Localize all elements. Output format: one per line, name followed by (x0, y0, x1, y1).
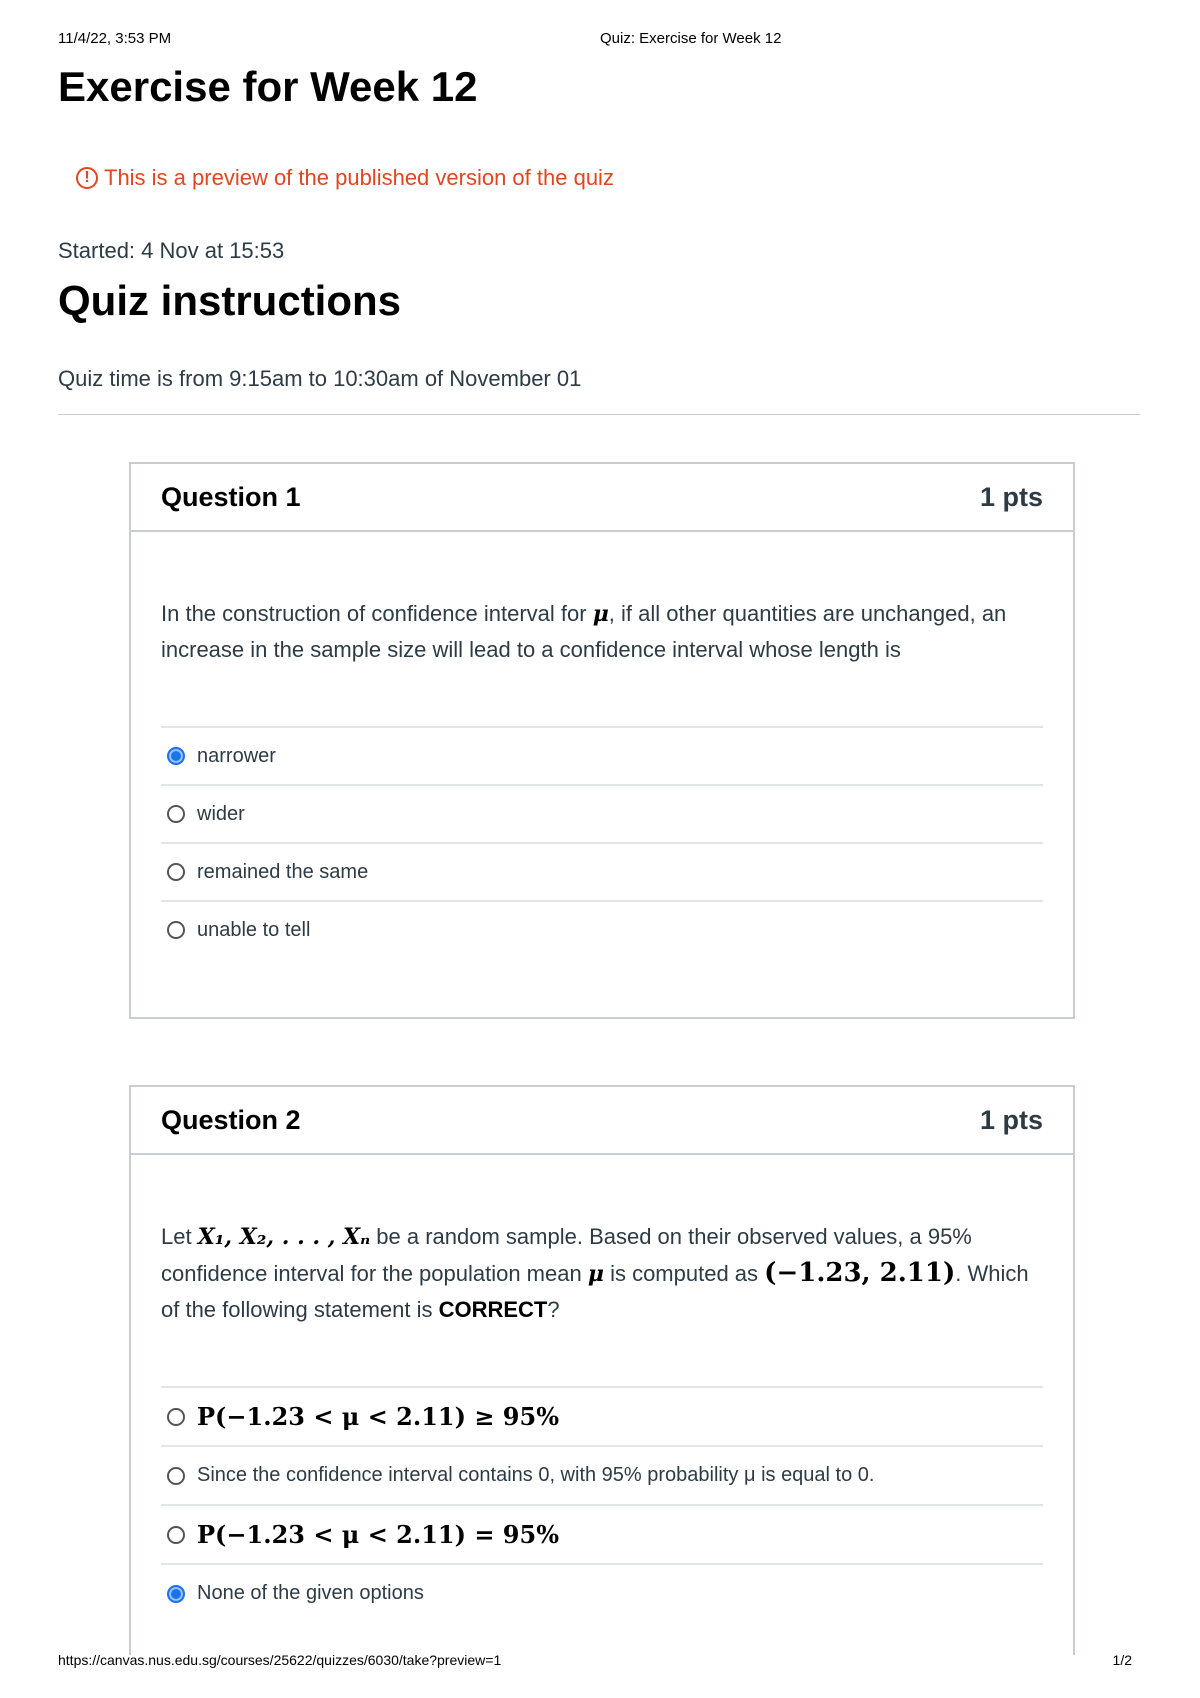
radio-unchecked[interactable] (167, 921, 185, 939)
quiz-title: Exercise for Week 12 (58, 63, 478, 110)
answer-option[interactable] (161, 900, 1043, 958)
question-text (161, 1155, 1043, 1328)
print-page-title: Quiz: Exercise for Week 12 (600, 30, 782, 47)
instructions-heading: Quiz instructions (58, 277, 402, 324)
preview-notice-text: This is a preview of the published version of the quiz (104, 165, 614, 190)
question-2 (129, 1085, 1075, 1655)
answer-label: P(−1.23 < μ < 2.11) ≥ 95% (197, 1402, 560, 1431)
answer-label: wider (197, 802, 245, 825)
radio-unchecked[interactable] (167, 1526, 185, 1544)
print-header (58, 30, 1142, 50)
answer-label: narrower (197, 744, 276, 767)
instructions-text: Quiz time is from 9:15am to 10:30am of November 01 (58, 366, 582, 391)
question-text-part: In the construction of confidence interval for (161, 601, 593, 626)
answer-label: P(−1.23 < μ < 2.11) = 95% (197, 1520, 560, 1549)
answer-option[interactable] (161, 1563, 1043, 1622)
print-url: https://canvas.nus.edu.sg/courses/25622/quizzes/6030/take?preview=1 (58, 1652, 502, 1668)
print-footer (58, 1652, 1142, 1672)
answer-option[interactable] (161, 784, 1043, 842)
answer-option[interactable] (161, 726, 1043, 784)
question-text (161, 532, 1043, 668)
question-header (131, 1087, 1073, 1155)
mu-symbol: μ (592, 601, 609, 627)
sample-variables: X₁, X₂, . . . , Xₙ (197, 1224, 371, 1250)
radio-unchecked[interactable] (167, 1408, 185, 1426)
radio-unchecked[interactable] (167, 863, 185, 881)
mu-symbol: μ (587, 1261, 604, 1287)
print-date: 11/4/22, 3:53 PM (58, 30, 172, 47)
question-name: Question 1 (161, 482, 301, 512)
warning-icon: ! (76, 167, 98, 189)
answer-label: Since the confidence interval contains 0, with 95% probability μ is equal to 0. (197, 1464, 875, 1486)
question-points: 1 pts (979, 482, 1043, 512)
question-body (131, 1155, 1073, 1622)
emphasis-text: CORRECT (438, 1297, 548, 1322)
page-number: 1/2 (1112, 1652, 1132, 1668)
radio-checked[interactable] (167, 1585, 185, 1603)
question-text-part: be a random sample. Based on their observed values, a 95% confidence interval for the population mean (161, 1224, 972, 1286)
radio-checked[interactable] (167, 747, 185, 765)
question-text-part: Let (161, 1224, 198, 1249)
interval-value: (−1.23, 2.11) (764, 1258, 956, 1288)
radio-unchecked[interactable] (167, 805, 185, 823)
question-header (131, 464, 1073, 532)
answer-label: unable to tell (197, 918, 311, 941)
started-time: Started: 4 Nov at 15:53 (58, 238, 285, 263)
radio-unchecked[interactable] (167, 1467, 185, 1485)
answer-label: None of the given options (197, 1582, 424, 1604)
question-text-part: . Which of the following statement is (161, 1261, 1029, 1322)
divider (58, 414, 1140, 415)
answer-option[interactable] (161, 842, 1043, 900)
answer-option[interactable] (161, 1445, 1043, 1504)
question-points: 1 pts (979, 1105, 1043, 1135)
answer-list (161, 726, 1043, 958)
question-text-part: , if all other quantities are unchanged, an increase in the sample size will lead to a confidence interval whose length is (161, 601, 1007, 662)
question-name: Question 2 (161, 1105, 301, 1135)
question-text-part: is computed as (603, 1261, 765, 1286)
answer-list (161, 1386, 1043, 1622)
preview-notice (76, 163, 614, 193)
question-body (131, 532, 1073, 958)
question-1 (129, 462, 1075, 1019)
answer-option[interactable] (161, 1386, 1043, 1445)
question-text-part: ? (547, 1297, 560, 1322)
answer-label: remained the same (197, 860, 369, 883)
answer-option[interactable] (161, 1504, 1043, 1563)
